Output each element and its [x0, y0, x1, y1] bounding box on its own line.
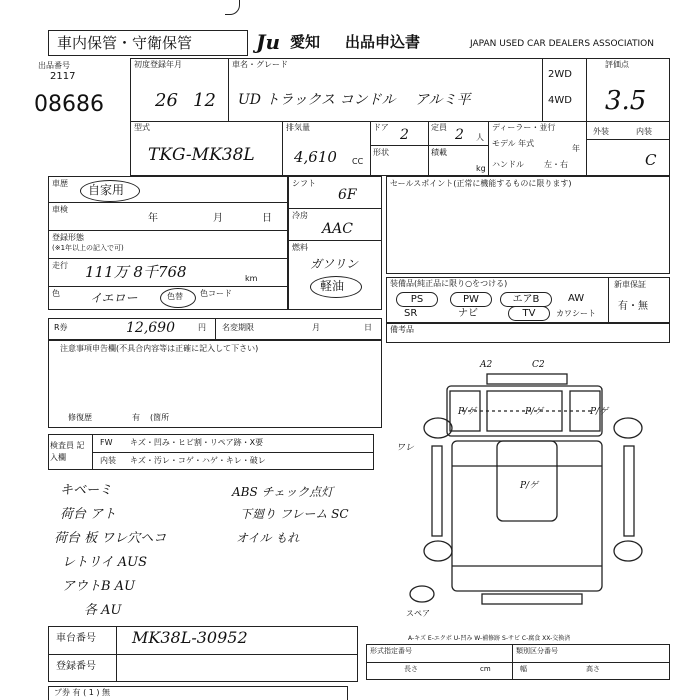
note-left-2: 荷台 アト	[60, 507, 117, 522]
score-value: 3.5	[605, 86, 647, 116]
reg-type-label: 登録形態	[52, 233, 84, 242]
damage-pg-3: P/ゲ	[590, 407, 609, 417]
lot-code: 2117	[50, 71, 76, 82]
cargo-bed	[452, 441, 602, 591]
cm-unit: cm	[480, 665, 491, 673]
length-label: 長さ	[404, 665, 418, 673]
class-number-label: 類別区分番号	[516, 647, 558, 655]
width-label: 幅	[520, 665, 527, 673]
use-label: 車歴	[52, 179, 68, 188]
shift-value: 6F	[338, 187, 357, 203]
kg-unit: kg	[476, 164, 486, 173]
deadline-month: 月	[312, 323, 320, 332]
deadline-label: 名変期限	[222, 323, 254, 332]
doors-value: 2	[400, 127, 409, 143]
equip-aw: AW	[568, 293, 585, 304]
sales-point-frame	[386, 176, 670, 274]
ac-label: 冷房	[292, 211, 308, 220]
inspection-label: 車検	[52, 205, 68, 214]
lot-number: 08686	[34, 92, 104, 117]
capacity-value: 2	[455, 127, 464, 143]
tailgate	[482, 594, 582, 604]
shift-label: シフト	[292, 179, 316, 188]
insp-year: 年	[148, 213, 158, 224]
drive-4wd: 4WD	[548, 95, 572, 106]
note-left-4: レトリイ AUS	[62, 555, 147, 570]
fw-label: FW	[100, 438, 113, 447]
damage-legend: A-キズ E-エクボ U-凹み W-補修跡 S-サビ C-腐食 XX-交換済	[408, 635, 571, 642]
insp-day: 日	[262, 213, 272, 224]
equip-airbag: エアB	[500, 292, 552, 307]
car-grade: アルミ平	[415, 92, 471, 108]
car-name: UD トラックス コンドル	[238, 92, 396, 108]
note-right-3: オイル もれ	[236, 531, 300, 545]
association-name: JAPAN USED CAR DEALERS ASSOCIATION	[470, 39, 654, 49]
new-warranty-label: 新車保証	[614, 280, 646, 289]
interior-grade: C	[645, 151, 657, 169]
logo-mark: Ju	[256, 30, 281, 54]
notes-label: 備考品	[390, 325, 414, 334]
first-reg-month: 12	[193, 90, 216, 111]
footer-text: プ券 有 ( 1 ) 無	[54, 688, 111, 697]
note-left-1: キベーミ	[60, 483, 113, 498]
notes-box	[386, 323, 670, 343]
front-right-wheel	[614, 418, 642, 438]
reg-hint: (※1年以上の記入で可)	[52, 244, 124, 252]
fw-text: キズ・凹み・ヒビ割・リペア跡・X要	[130, 438, 264, 447]
first-reg-year: 26	[155, 90, 178, 111]
note-left-5: アウトB AU	[62, 579, 136, 594]
front-bumper	[487, 374, 567, 384]
yen-unit: 円	[198, 323, 206, 332]
year-unit: 年	[572, 144, 580, 153]
chassis-value: MK38L-30952	[132, 628, 248, 647]
color-change: 色替	[167, 292, 183, 301]
spare-tire	[410, 586, 434, 602]
storage-label: 車内保管・守衛保管	[57, 34, 193, 52]
exterior-label: 外装	[593, 127, 609, 136]
color-value: イエロー	[90, 291, 138, 305]
doors-label: ドア	[373, 123, 389, 132]
sales-point-label: セールスポイント(正常に機能するものに限ります)	[390, 179, 572, 188]
handle-options: 左・右	[544, 160, 568, 169]
model-label: 型式	[134, 123, 150, 132]
note-left-6: 各 AU	[84, 603, 122, 618]
new-warranty-value: 有・無	[618, 301, 648, 312]
color-code-label: 色コード	[200, 289, 232, 298]
inspector-label: 検査員 記入欄	[50, 441, 85, 462]
ac-value: AAC	[322, 221, 353, 237]
load-label: 積載	[431, 148, 447, 157]
int-text: キズ・汚レ・コゲ・ハゲ・キレ・破レ	[130, 456, 266, 465]
score-label: 評価点	[605, 60, 629, 69]
repair-place: (箇所	[150, 413, 170, 422]
height-label: 高さ	[586, 665, 600, 673]
cc-unit: CC	[352, 157, 364, 166]
rear-right-wheel	[614, 541, 642, 561]
damage-pg-4: P/ゲ	[520, 481, 539, 491]
corner-bracket	[225, 0, 240, 15]
damage-pg-1: P/ゲ	[458, 407, 477, 417]
damage-crack: ワレ	[396, 443, 415, 453]
insp-month: 月	[213, 213, 223, 224]
caution-frame	[48, 340, 382, 428]
fuel-value: ガソリン	[310, 257, 359, 271]
repair-label: 修復歴	[68, 413, 92, 422]
equip-sr: SR	[404, 308, 418, 319]
shape-label: 形状	[373, 148, 389, 157]
damage-pg-2: P/ゲ	[525, 407, 544, 417]
handle-label: ハンドル	[492, 160, 524, 169]
spare-label: スペア	[406, 609, 430, 618]
displacement-value: 4,610	[294, 148, 337, 166]
equip-seat: カワシート	[556, 309, 596, 318]
note-right-2: 下廻り フレーム SC	[240, 507, 349, 521]
model-value: TKG-MK38L	[148, 145, 255, 165]
r-ticket-label: R券	[54, 323, 68, 332]
damage-c2: C2	[532, 360, 545, 370]
repair-value: 有	[132, 413, 140, 422]
form-number-label: 形式指定番号	[370, 647, 412, 655]
equipment-label: 装備品(純正品に限り○をつける)	[390, 279, 508, 288]
equip-tv: TV	[508, 306, 550, 321]
equip-pw: PW	[450, 292, 492, 307]
logo-place: 愛知	[290, 33, 321, 51]
mileage-label: 走行	[52, 261, 68, 270]
deadline-day: 日	[364, 323, 372, 332]
storage-box	[48, 30, 248, 56]
km-unit: km	[245, 274, 258, 283]
mileage-value: 111万 8千768	[85, 263, 187, 281]
first-reg-label: 初度登録年月	[134, 60, 182, 69]
int-label: 内装	[100, 456, 116, 465]
capacity-unit: 人	[476, 133, 484, 142]
lot-label: 出品番号	[38, 61, 70, 70]
front-left-wheel	[424, 418, 452, 438]
caution-header: 注意事項申告欄(不具合内容等は正確に記入して下さい)	[60, 344, 259, 353]
chassis-label: 車台番号	[56, 633, 96, 644]
rear-left-wheel	[424, 541, 452, 561]
displacement-label: 排気量	[286, 123, 310, 132]
right-side-panel	[624, 446, 634, 536]
note-right-1: ABS チェック点灯	[232, 485, 334, 499]
car-name-label: 車名・グレード	[232, 60, 288, 69]
use-value: 自家用	[88, 183, 125, 197]
form-title: 出品申込書	[345, 33, 421, 51]
fuel-value2: 軽油	[320, 279, 345, 293]
model-year-label: モデル 年式	[492, 139, 535, 148]
color-label: 色	[52, 289, 60, 298]
equip-ps: PS	[396, 292, 438, 307]
r-ticket-value: 12,690	[126, 320, 175, 336]
fuel-label: 燃料	[292, 243, 308, 252]
reg-number-label: 登録番号	[56, 661, 96, 672]
dealer-label: ディーラー・並行	[492, 123, 556, 132]
interior-label: 内装	[636, 127, 652, 136]
note-left-3: 荷台 板 ワレ穴ヘコ	[54, 531, 167, 546]
drive-2wd: 2WD	[548, 69, 572, 80]
capacity-label: 定員	[431, 123, 447, 132]
damage-a2: A2	[480, 360, 493, 370]
left-side-panel	[432, 446, 442, 536]
equip-navi: ナビ	[458, 308, 478, 319]
